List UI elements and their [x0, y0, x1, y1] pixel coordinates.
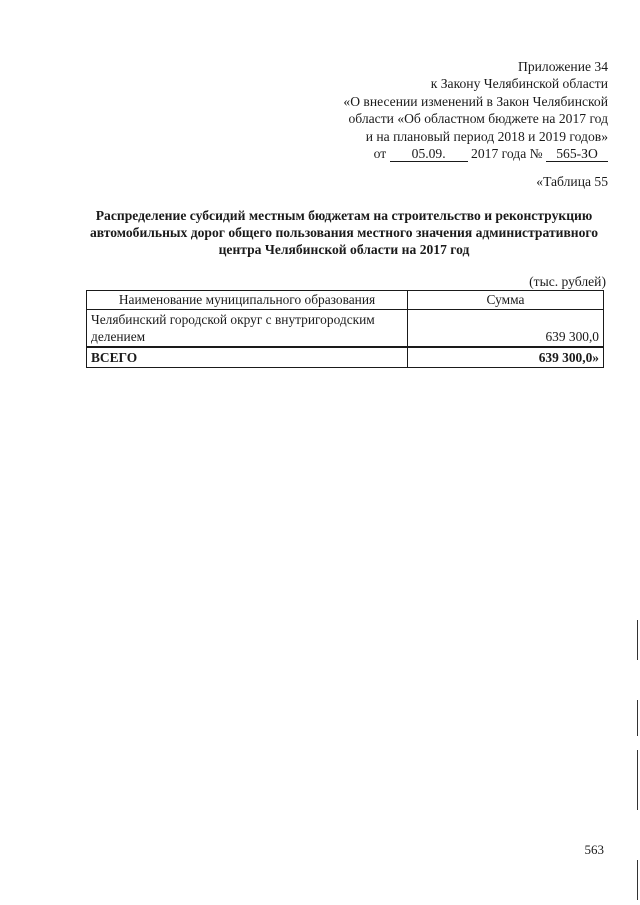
- total-row: [87, 347, 604, 368]
- header-sum: Сумма: [408, 291, 604, 310]
- scan-margin-mark: [637, 860, 638, 900]
- header-name: Наименование муниципального образования: [87, 291, 408, 310]
- appendix-line-3: «О внесении изменений в Закон Челябинской: [343, 93, 608, 109]
- table-row: [87, 310, 604, 348]
- date-prefix: от: [373, 146, 387, 162]
- table-reference: «Таблица 55: [536, 174, 608, 189]
- date-mid: 2017 года №: [471, 146, 543, 162]
- row-sum: 639 300,0: [408, 310, 604, 348]
- appendix-line-2: к Закону Челябинской области: [430, 76, 608, 92]
- scan-margin-mark: [637, 750, 638, 810]
- subsidy-table: [86, 290, 604, 368]
- scan-margin-mark: [637, 620, 638, 660]
- appendix-line-4: области «Об областном бюджете на 2017 год: [348, 111, 608, 127]
- page-number: 563: [584, 842, 604, 857]
- total-sum: 639 300,0»: [408, 347, 604, 368]
- appendix-header: [278, 58, 608, 162]
- row-name: Челябинский городской округ с внутригородским делением: [87, 310, 408, 348]
- appendix-line-1: Приложение 34: [518, 59, 608, 74]
- units-label: (тыс. рублей): [529, 274, 606, 289]
- table-header-row: [87, 291, 604, 310]
- scan-margin-mark: [637, 700, 638, 736]
- appendix-date-line: [278, 145, 608, 162]
- appendix-line-5: и на плановый период 2018 и 2019 годов»: [365, 128, 608, 144]
- document-title: Распределение субсидий местным бюджетам на строительство и реконструкцию автомобильных дорог общего пользования местного значения административного центра Челябинской области на 2017 год: [89, 208, 599, 258]
- date-value: 05.09.: [390, 147, 468, 162]
- law-number: 565-ЗО: [546, 147, 608, 162]
- total-label: ВСЕГО: [87, 347, 408, 368]
